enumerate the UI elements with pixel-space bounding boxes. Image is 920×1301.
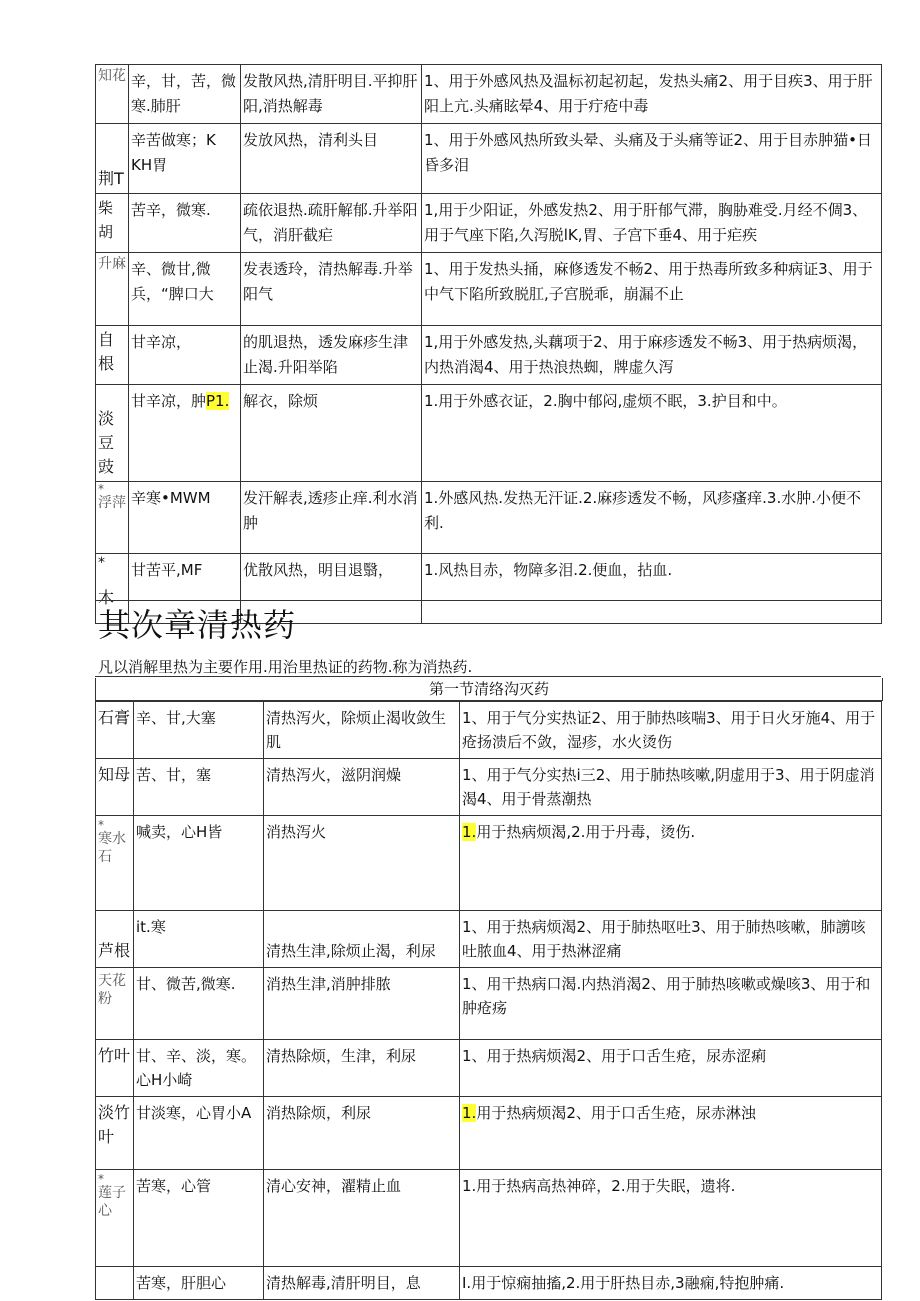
herb-name: 淡竹叶 — [96, 1097, 134, 1170]
herb-table-1 — [95, 64, 882, 624]
herb-nature: 喊卖，心H皆 — [134, 816, 264, 911]
highlight-mark: 1. — [462, 823, 477, 841]
herb-name: 升麻 — [96, 253, 129, 326]
section-title: 第一节清络沟灭药 — [95, 678, 883, 701]
herb-effect: 消热生津,消肿排脓 — [264, 968, 460, 1040]
herb-use: 1.用于热病高热神碎，2.用于失眠，遗将. — [460, 1170, 882, 1267]
table-row — [96, 65, 882, 124]
table-row — [96, 759, 882, 816]
herb-use: 1、用于发热头捅，麻修透发不畅2、用于热毒所致多种病证3、用于中气下陷所致脱肛,子宫脱乖，崩漏不止 — [422, 253, 882, 326]
herb-use: 1、用于热病烦渴2、用于口舌生疮，尿赤涩痢 — [460, 1040, 882, 1097]
herb-name: 天花粉 — [96, 968, 134, 1040]
herb-effect: 清热解毒,清肝明目，息 — [264, 1267, 460, 1300]
herb-use: 1、用于气分实热i三2、用于肺热咳嗽,阴虚用于3、用于阴虚消渴4、用于骨蒸潮热 — [460, 759, 882, 816]
table-row — [96, 385, 882, 482]
herb-use: 1、用于热病烦渴2、用于肺热呕吐3、用于肺热咳嗽，肺謭咳吐脓血4、用于热淋涩痛 — [460, 911, 882, 968]
herb-name: 淡豆豉 — [96, 385, 129, 482]
herb-effect: 发散风热,清肝明目.平抑肝阳,消热解毒 — [241, 65, 422, 124]
herb-effect: 清热泻火，滋阴润燥 — [264, 759, 460, 816]
table-row — [96, 482, 882, 554]
herb-name — [96, 1170, 134, 1267]
herb-nature: 苦辛，微寒. — [129, 194, 241, 253]
table-row — [96, 1040, 882, 1097]
herb-nature: it.寒 — [134, 911, 264, 968]
herb-name — [96, 1267, 134, 1300]
herb-name: 知母 — [96, 759, 134, 816]
herb-effect: 消热除烦，利尿 — [264, 1097, 460, 1170]
herb-nature: 甘苦平,MF — [129, 554, 241, 624]
herb-name-text: 莲子心 — [98, 1185, 126, 1219]
table-row — [96, 968, 882, 1040]
herb-nature: 甘、微苦,微寒. — [134, 968, 264, 1040]
table-row — [96, 1267, 882, 1300]
herb-effect: 疏依退热.疏肝解郁.升举阳气，消肝截疟 — [241, 194, 422, 253]
star-mark: * — [98, 818, 104, 832]
table-row — [96, 1170, 882, 1267]
divider — [95, 676, 881, 677]
herb-name — [96, 816, 134, 911]
herb-use: 1、用干热病口渴.内热消渴2、用于肺热咳嗽或燥咳3、用于和肿疮疡 — [460, 968, 882, 1040]
herb-use: 1.用于外感衣证，2.胸中郁闷,虚烦不眠，3.护目和中。 — [422, 385, 882, 482]
herb-nature — [129, 385, 241, 482]
herb-nature: 辛苦做寒；K KH胃 — [129, 124, 241, 194]
herb-name: 芦根 — [96, 911, 134, 968]
herb-nature: 苦寒，肝胆心 — [134, 1267, 264, 1300]
chapter-title: 其次章清热药 — [98, 606, 297, 644]
herb-nature: 辛寒•MWM — [129, 482, 241, 554]
herb-use — [460, 816, 882, 911]
herb-use: 1、用于外感风热及温标初起初起，发热头痛2、用于目疾3、用于肝阳上亢.头痛眩晕4、用于疔疮中毒 — [422, 65, 882, 124]
use-text: 用于热病烦渴2、用于口舌生疮，尿赤淋浊 — [476, 1104, 756, 1122]
herb-nature: 甘淡寒，心胃小A — [134, 1097, 264, 1170]
star-mark: * — [98, 1172, 104, 1186]
herb-name: 石膏 — [96, 702, 134, 759]
table-row — [96, 1097, 882, 1170]
herb-nature: 甘辛凉， — [129, 326, 241, 385]
herb-name-text: 浮萍 — [98, 495, 126, 511]
use-text: 用于热病烦渴,2.用于丹毒，烫伤. — [476, 823, 696, 841]
herb-effect: 发汗解表,透疹止痒.利水消肿 — [241, 482, 422, 554]
highlight-mark: P1. — [206, 392, 230, 410]
table-row — [96, 326, 882, 385]
herb-effect: 清热生津,除烦止渴，利尿 — [264, 911, 460, 968]
table-row — [96, 124, 882, 194]
herb-nature: 辛、微甘,微兵，“脾口大 — [129, 253, 241, 326]
herb-name — [96, 482, 129, 554]
table-row — [96, 911, 882, 968]
herb-use — [460, 1097, 882, 1170]
herb-effect: 的肌退热，透发麻疹生津止渴.升阳举陷 — [241, 326, 422, 385]
herb-use: 1.外感风热.发热无汗证.2.麻疹透发不畅，风疹瘙痒.3.水肿.小便不利. — [422, 482, 882, 554]
chapter-intro: 凡以消解里热为主要作用.用治里热证的药物.称为消热药. — [98, 658, 473, 676]
star-mark: * — [98, 482, 104, 496]
herb-use: 1,用于外感发热,头藕项于2、用于麻疹透发不畅3、用于热病烦渴，内热消渴4、用于热浪热蜘，牌虚久泻 — [422, 326, 882, 385]
herb-use: 1、用于外感风热所致头晕、头痛及于头痛等证2、用于目赤肿猫•日昏多泪 — [422, 124, 882, 194]
herb-nature: 苦寒，心管 — [134, 1170, 264, 1267]
star-mark: * — [98, 555, 105, 571]
herb-effect: 发表透玲，清热解毒.升举阳气 — [241, 253, 422, 326]
herb-effect: 清热除烦，生津，利尿 — [264, 1040, 460, 1097]
herb-use: I.用于惊痫抽搐,2.用于肝热目赤,3融痫,特抱肿痛. — [460, 1267, 882, 1300]
nature-text: 甘辛凉，肿 — [131, 392, 207, 410]
herb-name: 知花 — [96, 65, 129, 124]
herb-effect: 优散风热，明目退翳， — [241, 554, 422, 624]
herb-use: 1,用于少阳证，外感发热2、用于肝郁气滞，胸胁难受.月经不倜3、用于气座下陷,久泻脱lK,胃、子宫下垂4、用于疟疾 — [422, 194, 882, 253]
herb-nature: 辛、甘,大塞 — [134, 702, 264, 759]
herb-nature: 辛，甘，苦，微寒.肺肝 — [129, 65, 241, 124]
herb-effect: 发放风热，清利头目 — [241, 124, 422, 194]
herb-name-text: 寒水石 — [98, 831, 126, 865]
herb-name: 竹叶 — [96, 1040, 134, 1097]
table-row — [96, 253, 882, 326]
herb-effect: 解衣，除烦 — [241, 385, 422, 482]
herb-effect: 消热泻火 — [264, 816, 460, 911]
table-row — [96, 702, 882, 759]
herb-effect: 清心安神，濯精止血 — [264, 1170, 460, 1267]
herb-use: 1.风热目赤，物障多泪.2.便血，拈血. — [422, 554, 882, 624]
herb-nature: 甘、辛、淡，寒。心H小崎 — [134, 1040, 264, 1097]
herb-table-2 — [95, 701, 882, 1300]
table-row — [96, 816, 882, 911]
highlight-mark: 1. — [462, 1104, 477, 1122]
herb-effect: 清热泻火，除烦止渴收敛生肌 — [264, 702, 460, 759]
herb-name: 荆T — [96, 124, 129, 194]
table-row — [96, 194, 882, 253]
herb-nature: 苦、甘，塞 — [134, 759, 264, 816]
herb-name-text: 木 — [98, 588, 115, 607]
herb-name: 自根 — [96, 326, 129, 385]
herb-use: 1、用于气分实热证2、用于肺热咳喘3、用于日火牙施4、用于疮扬溃后不敛，湿疹，水火烫伤 — [460, 702, 882, 759]
herb-name: 柴胡 — [96, 194, 129, 253]
